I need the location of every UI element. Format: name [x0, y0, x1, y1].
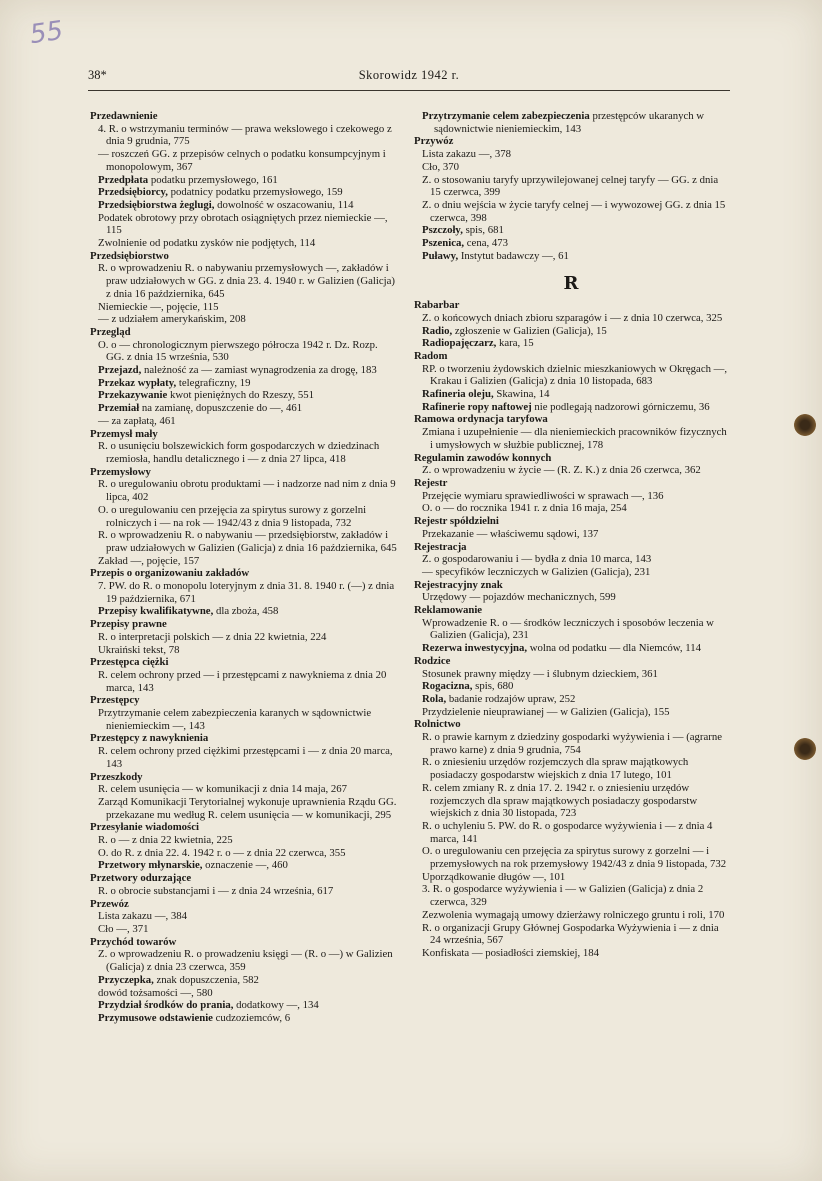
index-heading: Rolnictwo: [414, 718, 461, 731]
index-heading: Przetwory odurzające: [90, 872, 192, 885]
index-entry: [90, 199, 398, 212]
index-entry-term: Przedsiębiorcy,: [98, 186, 168, 199]
index-subentry: Stosunek prawny między — i ślubnym dzieckiem, 361: [422, 667, 658, 680]
index-subentry: Zakład —, pojęcie, 157: [98, 554, 200, 567]
index-subentry: Cło, 370: [422, 160, 460, 173]
index-entry-text: należność za — zamiast wynagrodzenia za drogę, 183: [141, 364, 377, 377]
right-column-bottom: [414, 299, 728, 960]
index-heading: Rejestracyjny znak: [414, 578, 503, 591]
index-heading: Rabarbar: [414, 299, 460, 312]
index-entry-text: Skawina, 14: [493, 388, 550, 401]
index-subentry: Uporządkowanie długów —, 101: [422, 870, 566, 883]
index-entry: [90, 1012, 398, 1025]
index-heading: Przesyłanie wiadomości: [90, 821, 199, 834]
index-subentry: O. do R. z dnia 22. 4. 1942 r. o — z dnia 22 czerwca, 355: [98, 846, 346, 859]
index-entry-term: Przytrzymanie celem zabezpieczenia: [422, 110, 590, 122]
index-entry-term: Radiopajęczarz,: [422, 337, 497, 350]
index-heading: Reklamowanie: [414, 604, 483, 617]
index-subentry: Konfiskata — posiadłości ziemskiej, 184: [422, 947, 600, 959]
index-entry: [414, 642, 728, 655]
index-subentry: RP. o tworzeniu żydowskich dzielnic mieszkaniowych w Okręgach —, Krakau i Galizien (Galicja) z dnia 10 listopada, 683: [422, 362, 728, 388]
index-subentry: Ukraiński tekst, 78: [98, 643, 180, 656]
index-entry-text: badanie rodzajów upraw, 252: [446, 692, 576, 705]
index-entry-term: Pszenica,: [422, 237, 465, 250]
index-entry-text: cena, 473: [464, 237, 508, 250]
index-heading: Przemysłowy: [90, 465, 151, 478]
index-subentry: 7. PW. do R. o monopolu loteryjnym z dnia 31. 8. 1940 r. (—) z dnia 19 października, 671: [98, 580, 395, 605]
index-subentry: R. celem ochrony przed — i przestępcami z nawykniema z dnia 20 marca, 143: [98, 668, 387, 694]
index-subentry: R. o uregulowaniu obrotu produktami — i nadzorze nad nim z dnia 9 lipca, 402: [98, 478, 396, 504]
right-column: [414, 110, 728, 960]
index-subentry: R. o obrocie substancjami i — z dnia 24 września, 617: [98, 884, 334, 897]
index-entry-text: podatnicy podatku przemysłowego, 159: [167, 186, 343, 199]
index-entry-text: podatku przemysłowego, 161: [148, 173, 278, 186]
index-heading: Przestępca ciężki: [90, 656, 169, 669]
index-entry-text: kwot pieniężnych do Rzeszy, 551: [167, 389, 315, 402]
index-subentry: R. o wprowadzeniu R. o nabywaniu — przedsiębiorstw, zakładów i praw udziałowych w Galizien (Galicja) z dnia 16 października, 645: [98, 529, 397, 554]
index-subentry: Z. o stosowaniu taryfy uprzywilejowanej celnej taryfy — GG. z dnia 15 czerwca, 399: [422, 173, 719, 199]
index-entry-text: przestępców ukaranych w sądownictwie nieniemieckim, 143: [434, 110, 705, 135]
index-heading: Regulamin zawodów konnych: [414, 451, 552, 464]
index-entry-term: Przekaz wypłaty,: [98, 376, 177, 389]
index-entry: [414, 680, 728, 693]
index-subentry: dowód tożsamości —, 580: [98, 986, 213, 999]
index-entry-term: Rola,: [422, 692, 447, 705]
index-subentry: Przydzielenie nieuprawianej — w Galizien (Galicja), 155: [422, 705, 670, 718]
index-subentry: O. o uregulowaniu cen przejęcia za spirytus surowy z gorzelni rolniczych i — na rok — 1942/43 z dnia 9 listopada, 732: [98, 503, 367, 529]
index-subentry: R. o prawie karnym z dziedziny gospodarki wyżywienia i — (agrarne prawo karne) z dnia 9 grudnia, 754: [422, 731, 723, 756]
index-entry: [90, 999, 398, 1012]
index-entry: [90, 364, 398, 377]
index-entry-term: Przejazd,: [98, 364, 142, 377]
index-subentry: Lista zakazu —, 378: [422, 148, 511, 161]
index-entry-text: spis, 681: [462, 224, 504, 237]
section-letter: R: [563, 273, 579, 295]
index-subentry: — roszczeń GG. z przepisów celnych o podatku konsumpcyjnym i monopolowym, 367: [98, 148, 386, 173]
index-subentry: Zmiana i uzupełnienie — dla nieniemieckich pracowników fizycznych i umysłowych w służbie publicznej, 178: [422, 426, 727, 451]
index-subentry: Z. o gospodarowaniu i — bydła z dnia 10 marca, 143: [422, 553, 652, 566]
index-subentry: R. o interpretacji polskich — z dnia 22 kwietnia, 224: [98, 630, 327, 643]
index-entry-term: Rezerwa inwestycyjna,: [422, 642, 528, 655]
index-subentry: Z. o końcowych dniach zbioru szparagów i — z dnia 10 czerwca, 325: [422, 311, 723, 324]
index-entry: [414, 337, 728, 350]
index-subentry: — za zapłatą, 461: [98, 414, 176, 427]
right-column-top: [414, 110, 728, 262]
index-entry: [414, 388, 728, 401]
index-heading: Przychód towarów: [90, 935, 177, 948]
index-entry-term: Przyczepka,: [98, 973, 154, 986]
index-entry-text: Instytut badawczy —, 61: [458, 249, 569, 262]
index-heading: Przestępcy: [90, 694, 140, 707]
index-subentry: Przekazanie — właściwemu sądowi, 137: [422, 527, 599, 540]
index-entry-term: Rafineria oleju,: [422, 388, 494, 401]
index-subentry: O. o uregulowaniu cen przejęcia za spirytus surowy z gorzelni — i przemysłowych na rok przemysłowy 1942/43 z dnia 9 listopada, 732: [422, 845, 727, 871]
index-entry-text: spis, 680: [472, 680, 514, 693]
index-subentry: R. o organizacji Grupy Głównej Gospodarka Wyżywienia i — z dnia 24 września, 567: [422, 921, 719, 947]
index-entry-text: nie podlegają nadzorowi górniczemu, 36: [531, 400, 710, 413]
index-entry-term: Przemiał: [98, 402, 140, 415]
index-heading: Rodzice: [414, 654, 451, 667]
index-subentry: R. o zniesieniu urzędów rozjemczych dla spraw majątkowych posiadaczy gospodarstw wiejskich z dnia 17 lutego, 101: [422, 756, 689, 782]
index-entry: [90, 389, 398, 402]
index-subentry: Lista zakazu —, 384: [98, 910, 187, 923]
index-subentry: Przejęcie wymiaru sprawiedliwości w sprawach —, 136: [422, 489, 664, 502]
index-heading: Ramowa ordynacja taryfowa: [414, 413, 548, 426]
index-subentry: Podatek obrotowy przy obrotach osiągniętych przez niemieckie —, 115: [98, 211, 388, 237]
index-entry-text: kara, 15: [496, 337, 534, 350]
index-subentry: Wprowadzenie R. o — środków leczniczych i sposobów leczenia w Galizien (Galicja), 231: [422, 616, 714, 642]
index-subentry: 3. R. o gospodarce wyżywienia i — w Galizien (Galicja) z dnia 2 czerwca, 329: [422, 883, 704, 909]
index-subentry: R. celem zmiany R. z dnia 17. 2. 1942 r. o zniesieniu urzędów rozjemczych dla spraw majątkowych posiadaczy gospodarstw wiejskich z dnia 30 listopada, 723: [422, 781, 698, 820]
index-entry: [90, 974, 398, 987]
index-entry-term: Przepisy kwalifikatywne,: [98, 605, 214, 618]
index-entry: [90, 377, 398, 390]
binding-hole: [794, 738, 816, 760]
index-entry: [90, 402, 398, 415]
index-entry: [414, 110, 728, 135]
index-heading: Przedsiębiorstwo: [90, 249, 169, 262]
index-entry-text: znak dopuszczenia, 582: [153, 973, 259, 986]
index-entry: [414, 224, 728, 237]
index-subentry: Z. o wprowadzeniu R. o prowadzeniu księgi — (R. o —) w Galizien (Galicja) z dnia 23 czerwca, 359: [98, 948, 393, 974]
index-entry: [414, 325, 728, 338]
index-heading: Przewóz: [90, 897, 129, 910]
index-entry-text: zgłoszenie w Galizien (Galicja), 15: [452, 324, 607, 337]
index-subentry: 4. R. o wstrzymaniu terminów — prawa wekslowego i czekowego z dnia 9 grudnia, 775: [98, 122, 392, 148]
index-subentry: — z udziałem amerykańskim, 208: [98, 313, 246, 326]
index-entry: [414, 237, 728, 250]
index-heading: Przeszkody: [90, 770, 143, 783]
index-entry-term: Puławy,: [422, 249, 459, 262]
index-entry-term: Pszczoły,: [422, 224, 463, 237]
page-number: 38*: [88, 68, 107, 82]
page-header: [88, 68, 730, 88]
index-heading: Przestępcy z nawyknienia: [90, 732, 209, 745]
index-heading: Przegląd: [90, 325, 131, 338]
index-subentry: Urzędowy — pojazdów mechanicznych, 599: [422, 591, 616, 604]
index-entry: [90, 859, 398, 872]
index-entry-text: dowolność w oszacowaniu, 114: [214, 198, 354, 211]
index-subentry: Przytrzymanie celem zabezpieczenia karanych w sądownictwie nieniemieckim —, 143: [98, 707, 372, 732]
index-entry-term: Rogacizna,: [422, 680, 473, 693]
index-entry-text: na zamianę, dopuszczenie do —, 461: [139, 402, 303, 415]
index-entry-text: wolna od podatku — dla Niemców, 114: [527, 642, 701, 655]
index-subentry: O. o — chronologicznym pierwszego półrocza 1942 r. Dz. Rozp. GG. z dnia 15 września, 530: [98, 338, 378, 364]
index-entry-term: Przetwory młynarskie,: [98, 859, 203, 872]
index-subentry: Niemieckie —, pojęcie, 115: [98, 300, 219, 313]
index-entry: [414, 693, 728, 706]
index-heading: Rejestr: [414, 476, 448, 489]
index-subentry: Zwolnienie od podatku zysków nie podjętych, 114: [98, 237, 316, 250]
index-heading: Przepisy prawne: [90, 618, 167, 631]
index-entry-term: Przedsiębiorstwa żeglugi,: [98, 198, 215, 211]
index-heading: Przedawnienie: [90, 110, 158, 122]
index-entry-text: cudzoziemców, 6: [212, 1011, 291, 1024]
index-heading: Przywóz: [414, 135, 454, 148]
left-column: [90, 110, 398, 1025]
index-subentry: R. o — z dnia 22 kwietnia, 225: [98, 834, 233, 847]
index-subentry: R. o usunięciu bolszewickich form gospodarczych w dziedzinach rzemiosła, handlu detalicznego i — z dnia 27 lipca, 418: [98, 440, 380, 465]
index-subentry: R. celem usunięcia — w komunikacji z dnia 14 maja, 267: [98, 783, 347, 796]
index-subentry: R. o uchyleniu 5. PW. do R. o gospodarce wyżywienia i — z dnia 4 marca, 141: [422, 819, 713, 845]
handwritten-corner-mark: 55: [28, 15, 66, 51]
index-subentry: Cło —, 371: [98, 923, 149, 935]
index-heading: Rejestracja: [414, 540, 467, 553]
index-subentry: O. o — do rocznika 1941 r. z dnia 16 maja, 254: [422, 502, 627, 515]
index-entry: [90, 174, 398, 187]
index-heading: Rejestr spółdzielni: [414, 515, 499, 528]
page-title: Skorowidz 1942 r.: [358, 68, 460, 82]
index-entry-text: dodatkowy —, 134: [233, 999, 319, 1012]
header-rule: [88, 90, 730, 91]
index-subentry: Z. o wprowadzeniu w życie — (R. Z. K.) z dnia 26 czerwca, 362: [422, 464, 701, 477]
index-subentry: R. celem ochrony przed ciężkimi przestępcami i — z dnia 20 marca, 143: [98, 745, 393, 770]
index-entry-term: Przymusowe odstawienie: [98, 1011, 213, 1024]
index-entry: [414, 250, 728, 263]
index-entry: [90, 605, 398, 618]
index-subentry: — specyfików leczniczych w Galizien (Galicja), 231: [422, 565, 651, 578]
index-heading: Radom: [414, 349, 448, 362]
index-entry: [90, 186, 398, 199]
index-heading: Przemysł mały: [90, 427, 158, 440]
index-entry: [414, 401, 728, 414]
index-entry-term: Przekazywanie: [98, 389, 168, 402]
index-subentry: Zezwolenia wymagają umowy dzierżawy rolniczego gruntu i roli, 170: [422, 908, 725, 921]
index-subentry: Zarząd Komunikacji Terytorialnej wykonuje uprawnienia Rządu GG. przekazane mu według R. celem usunięcia — w komunikacji, 295: [98, 795, 397, 821]
index-heading: Przepis o organizowaniu zakładów: [90, 567, 250, 580]
index-entry-term: Radio,: [422, 324, 453, 337]
index-entry-text: dla zboża, 458: [213, 605, 279, 618]
index-entry-text: telegraficzny, 19: [176, 376, 251, 389]
binding-hole: [794, 414, 816, 436]
index-entry-text: oznaczenie —, 460: [202, 859, 288, 872]
index-entry-term: Przedpłata: [98, 173, 149, 186]
index-subentry: Z. o dniu wejścia w życie taryfy celnej — i wywozowej GG. z dnia 15 czerwca, 398: [422, 198, 726, 224]
index-entry-term: Rafinerie ropy naftowej: [422, 400, 532, 413]
index-entry-term: Przydział środków do prania,: [98, 999, 234, 1012]
index-subentry: R. o wprowadzeniu R. o nabywaniu przemysłowych —, zakładów i praw udziałowych w GG. z dnia 23. 4. 1940 r. w Galizien (Galicja) z dnia 16 października, 645: [98, 262, 395, 300]
